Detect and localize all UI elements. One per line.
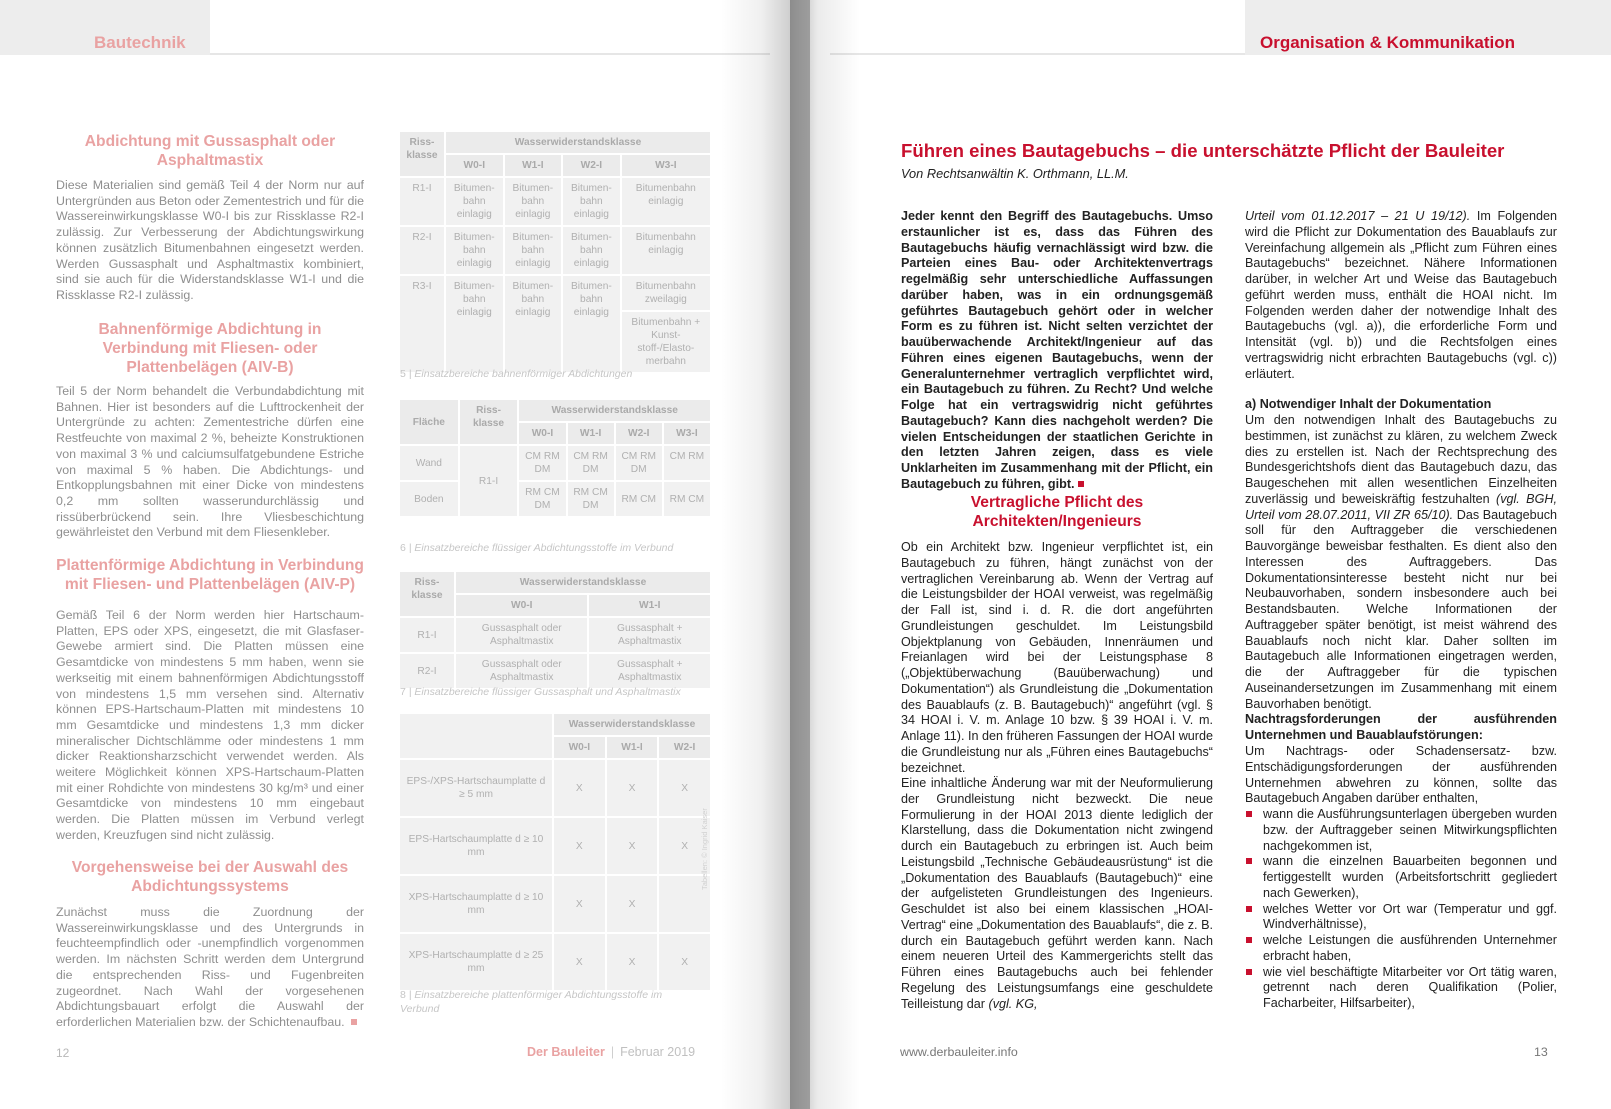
table-cell: Bitumenbahn zweilagig xyxy=(622,276,710,310)
table-cell: X xyxy=(607,760,658,816)
table-cell: X xyxy=(554,934,605,990)
paragraph-aiv-b: Teil 5 der Norm behandelt die Verbundabdichtung mit Bahnen. Hier ist besonders auf die Lufttrockenheit der Untergründe zu achten: Zementestriche dürfen eine Restfeuchte von maximal 2 %, beheizte Konstruktionen von maximal 3 % und calciumsulfatgebundene Estriche von maximal 5 % haben. Die Abdichtungs- und Entkopplungsbahnen mit einer Dicke von mindestens 0,2 mm sollten wasserundurchlässig und rissüberbrückend sein. Ihre Vliesbeschichtung gewährleistet den Verbund mit dem Fliesenkleber. xyxy=(56,384,364,540)
table-cell: R1-I xyxy=(460,446,518,516)
table-cell: R2-I xyxy=(400,654,454,688)
table-cell: R2-I xyxy=(400,227,444,274)
table-row xyxy=(400,482,710,516)
table-cell: Bitumen-bahn einlagig xyxy=(563,178,620,225)
section-header-right: Organisation & Kommunikation xyxy=(1260,33,1516,52)
table-cell: X xyxy=(554,818,605,874)
table-cell: X xyxy=(607,818,658,874)
table-header: Wasserwiderstandsklasse xyxy=(446,132,710,153)
table-cell: Gussasphalt + Asphaltmastix xyxy=(589,654,710,688)
table-header: W3-I xyxy=(664,423,710,444)
table-header: Riss-klasse xyxy=(400,132,444,176)
table-cell: Wand xyxy=(400,446,458,480)
table-cell: Bitumen-bahn einlagig xyxy=(505,178,562,225)
table-cell: X xyxy=(554,760,605,816)
table-cell: Bitumenbahn + Kunst-stoff-/Elasto-merbahn xyxy=(622,312,710,372)
paragraph-gussasphalt: Diese Materialien sind gemäß Teil 4 der Norm nur auf Untergründen aus Beton oder Zementestrich und für die Wassereinwirkungsklasse W0-I bis zur Rissklasse R2-I zulässig. Zur Verbesserung der Abdichtungswirkung können zusätzlich Bitumenbahnen eingesetzt werden. Werden Gussasphalt und Asphaltmastix kombiniert, sind sie auch für die Widerstandsklasse W1-I und die Rissklasse R2-I zulässig. xyxy=(56,178,364,302)
table-cell: X xyxy=(607,876,658,932)
list-item: welche Leistungen die ausführenden Unternehmer erbracht haben, xyxy=(1245,933,1557,965)
table-cell: EPS-Hartschaumplatte d ≥ 10 mm xyxy=(400,818,552,874)
table-row xyxy=(400,446,710,480)
paragraph-aiv-p: Gemäß Teil 6 der Norm werden hier Hartschaum-Platten, EPS oder XPS, eingesetzt, die mit Glasfaser-Gewebe armiert sind. Die Platten müssen eine Gesamtdicke von mindestens 5 mm haben, wenn sie werkseitig mit einem bahnenförmigen Abdichtungsstoff von mindestens 1,5 mm versehen sind. Alternativ können EPS-Hartschaum-Platten mit mindestens 10 mm Gesamtdicke und mindestens 1,3 mm dicker mineralischer Dichtschlämme oder mindestens 1 mm dicker Reaktionsharzschicht verwendet werden. Als weitere Möglichkeit können XPS-Hartschaum-Platten mit einer Rohdichte von mindestens 30 kg/m³ und einer Gesamtdicke von mindestens 10 mm eingebaut werden. Die Platten müssen im Verbund verlegt werden, Kreuzfugen sind nicht zulässig. xyxy=(56,608,364,842)
table-cell: CM RM DM xyxy=(616,446,662,480)
table-cell: X xyxy=(659,818,710,874)
table-header: W3-I xyxy=(622,155,710,176)
table-row xyxy=(400,654,710,688)
table-cell: X xyxy=(659,934,710,990)
table-cell: RM CM xyxy=(616,482,662,516)
table-cell: X xyxy=(607,934,658,990)
table-cell: CM RM DM xyxy=(519,446,565,480)
end-mark xyxy=(351,1019,357,1025)
heading-a: a) Notwendiger Inhalt der Dokumentation xyxy=(1245,397,1492,411)
list-item: wann die einzelnen Bauarbeiten begonnen und fertiggestellt wurden (Arbeitsfortschritt gegliedert nach Gewerken), xyxy=(1245,854,1557,901)
table-7 xyxy=(398,570,712,690)
table-header: W1-I xyxy=(505,155,562,176)
table-cell: Bitumenbahn einlagig xyxy=(622,227,710,274)
table-header: Riss-klasse xyxy=(400,572,454,616)
left-page xyxy=(0,0,790,1109)
caption-table-7: 7 | Einsatzbereiche flüssiger Gussasphalt und Asphaltmastix xyxy=(400,686,681,698)
table-cell: RM CM DM xyxy=(519,482,565,516)
binding-shadow-right xyxy=(790,0,860,1109)
page-number-left: 12 xyxy=(56,1046,70,1060)
caption-table-5: 5 | Einsatzbereiche bahnenförmiger Abdichtungen xyxy=(400,368,633,380)
table-cell: RM CM xyxy=(664,482,710,516)
caption-table-6: 6 | Einsatzbereiche flüssiger Abdichtungsstoffe im Verbund xyxy=(400,542,674,554)
heading-aiv-p: Plattenförmige Abdichtung in Verbindung mit Fliesen- und Plattenbelägen (AIV-P) xyxy=(56,557,364,593)
table-row xyxy=(400,276,710,310)
table-credit: Tabellen: © Ingrid Kaiser xyxy=(700,808,709,890)
table-6 xyxy=(398,398,712,518)
table-header: W2-I xyxy=(616,423,662,444)
table-header: W0-I xyxy=(456,595,587,616)
table-cell: X xyxy=(659,760,710,816)
heading-nachtrag: Nachtragsforderungen der ausführenden Unternehmen und Bauablaufstörungen: xyxy=(1245,712,1557,742)
table-cell: X xyxy=(554,876,605,932)
article-author: Von Rechtsanwältin K. Orthmann, LL.M. xyxy=(901,166,1129,181)
table-5 xyxy=(398,130,712,374)
table-row xyxy=(400,760,710,816)
paragraph-4: Um den notwendigen Inhalt des Bautagebuchs zu bestimmen, ist zunächst zu klären, zu welchem Zweck dies zu erstellen ist. Nach der Rechtsprechung des Bundesgerichtshofs dient das Bautagebuch dazu, das Baugeschehen mit allen wesentlichen Einzelheiten zuverlässig und beweiskräftig festzuhalten (vgl. BGH, Urteil vom 28.07.2011, VII ZR 65/10). Das Bautagebuch soll für den Auftraggeber die verschiedenen Bauvorgänge beweisbar festhalten. Es dient also den Interessen des Auftraggebers. Das Dokumentationsinteresse besteht nicht nur bei Neubauvorhaben, sondern insbesondere auch bei Bestandsbauten. Welche Informationen der Auftraggeber später benötigt, ist meist während des Bauablaufs noch nicht klar. Daher sollten im Bautagebuch alle Informationen eingetragen werden, die der Auftraggeber für die typischen Auseinandersetzungen im Zusammenhang mit einem Bauvorhaben benötigt. xyxy=(1245,413,1557,711)
header-rule-left xyxy=(210,53,770,55)
table-header: Wasserwiderstandsklasse xyxy=(519,400,710,421)
right-page xyxy=(790,0,1611,1109)
page-number-right: 13 xyxy=(1534,1045,1548,1059)
paragraph-5: Um Nachtrags- oder Schadensersatz- bzw. Entschädigungsforderungen der ausführenden Unternehmen abwehren zu können, sollte das Bautagebuch Angaben darüber enthalten, xyxy=(1245,744,1557,806)
header-rule-right xyxy=(830,53,1245,55)
table-cell: R1-I xyxy=(400,178,444,225)
table-cell: RM CM DM xyxy=(568,482,614,516)
table-cell: EPS-/XPS-Hartschaumplatte d ≥ 5 mm xyxy=(400,760,552,816)
table-cell: Gussasphalt + Asphaltmastix xyxy=(589,618,710,652)
list-item: wann die Ausführungsunterlagen übergeben wurden bzw. der Auftraggeber seinen Mitwirkungspflichten nachgekommen ist, xyxy=(1245,807,1557,854)
article-lead: Jeder kennt den Begriff des Bautagebuchs. Umso erstaunlicher ist es, dass das Führen des Bautagebuchs häufig vernachlässigt wird bzw. die Parteien eines Bau- oder Architektenvertrags regelmäßig sehr unterschiedliche Auffassungen darüber haben, was in ein ordnungsgemäß geführtes Bautagebuch gehört oder in welcher Form es zu führen ist. Nicht selten verzichtet der bauüberwachende Architekt/Ingenieur auf das Führen eines eigenen Bautagebuchs, wenn der Generalunternehmer vertraglich verpflichtet wird, ein Bautagebuch zu führen. Zu Recht? Und welche Folge hat ein vertragswidrig nicht geführtes Bautagebuch? Kann dies nachgeholt werden? Die vielen Entscheidungen der staatlichen Gerichte in den letzten Jahren zeigen, dass es viele Unklarheiten im Zusammenhang mit der Pflicht, ein Bautagebuch zu führen, gibt. xyxy=(901,209,1213,491)
section-header-left: Bautechnik xyxy=(94,33,186,52)
paragraph-2: Eine inhaltliche Änderung war mit der Neuformulierung der Grundleistung nicht bezweckt. Die neue Formulierung in der HOAI 2013 diente lediglich der Klarstellung, dass die Dokumentation nicht zwingend durch ein Bautagebuch zu erbringen ist. Auch beim Leistungsbild „Technische Gebäudeausrüstung“ ist die „Dokumentation des Bauablaufs (Bautagebuch)“ eine der aufgelisteten Grundleistungen des Ingenieurs. Geschuldet ist also bei einem klassischen „HOAI-Vertrag“ eine „Dokumentation des Bauablaufs“, die z. B. durch ein Bautagebuch geführt werden kann. Nach einem neueren Urteil des Kammergerichts stellt das Führen eines Bautagebuchs auch bei fehlender Regelung des Leistungsumfangs eine geschuldete Teilleistung dar (vgl. KG, xyxy=(901,776,1213,1011)
table-cell: CM RM xyxy=(664,446,710,480)
paragraph-1: Ob ein Architekt bzw. Ingenieur verpflichtet ist, ein Bautagebuch zu führen, hängt zunächst von der vertraglichen Vereinbarung ab. Wenn der Vertrag auf die Leistungsbilder der HOAI verweist, was regelmäßig der Fall ist, sind i. d. R. die dort angeführten Grundleistungen geschuldet. Im Leistungsbild Objektplanung von Gebäuden, Innenräumen und Freianlagen wird bei der Leistungsphase 8 („Objektüberwachung (Bauüberwachung) und Dokumentation“) als Grundleistung die „Dokumentation des Bauablaufs (z. B. Bautagebuch)“ angeführt (vgl. § 34 HOAI i. V. m. Anlage 10 bzw. § 39 HOAI i. V. m. Anlage 11). In den früheren Fassungen der HOAI wurde die Grundleistung nur als „Führen eines Bautagebuchs“ bezeichnet. xyxy=(901,540,1213,775)
footer-magazine: Der Bauleiter | Februar 2019 xyxy=(527,1045,696,1059)
table-header: W0-I xyxy=(446,155,503,176)
table-row xyxy=(400,818,710,874)
table-cell: XPS-Hartschaumplatte d ≥ 25 mm xyxy=(400,934,552,990)
table-cell: Bitumen-bahn einlagig xyxy=(505,276,562,372)
table-cell: Gussasphalt oder Asphaltmastix xyxy=(456,654,587,688)
table-cell: Bitumen-bahn einlagig xyxy=(446,178,503,225)
table-cell: Boden xyxy=(400,482,458,516)
paragraph-vorgehensweise: Zunächst muss die Zuordnung der Wassereinwirkungsklasse und des Untergrunds in feuchteempfindlich oder -unempfindlich vorgenommen werden. Im nächsten Schritt werden dem Untergrund die entsprechenden Riss- und Fugenbreiten zugeordnet. Nach Wahl der vorgesehenen Abdichtungsbauart erfolgt die Auswahl der erforderlichen Materialien bzw. der Schichtenaufbau. xyxy=(56,905,364,1029)
table-row xyxy=(400,178,710,225)
heading-gussasphalt: Abdichtung mit Gussasphalt oder Asphaltmastix xyxy=(84,133,336,169)
table-8 xyxy=(398,712,712,992)
table-header: W1-I xyxy=(589,595,710,616)
table-header: W1-I xyxy=(607,737,658,758)
caption-table-8: 8 | Einsatzbereiche plattenförmiger Abdichtungsstoffe im Verbund xyxy=(400,989,663,1015)
table-header: W2-I xyxy=(659,737,710,758)
table-header-empty xyxy=(400,714,552,758)
table-cell: Gussasphalt oder Asphaltmastix xyxy=(456,618,587,652)
table-cell: XPS-Hartschaumplatte d ≥ 10 mm xyxy=(400,876,552,932)
heading-vorgehensweise: Vorgehensweise bei der Auswahl des Abdichtungssystems xyxy=(71,859,349,895)
table-row xyxy=(400,934,710,990)
bullet-list xyxy=(1245,807,1557,1012)
table-header: Fläche xyxy=(400,400,458,444)
table-cell: R1-I xyxy=(400,618,454,652)
table-cell: R3-I xyxy=(400,276,444,372)
paragraph-3: Urteil vom 01.12.2017 – 21 U 19/12). Im Folgenden wird die Pflicht zur Dokumentation des Bauablaufs zur Vereinfachung allgemein als „Pflicht zum Führen eines Bautagebuchs“ bezeichnet. Nähere Informationen darüber, in welcher Art und Weise das Bautagebuch geführt werden muss, enthält die HOAI nicht. Im Folgenden werden daher der notwendige Inhalt des Bautagebuchs (vgl. a)), die erforderliche Form und Intensität (vgl. b)) und die Rechtsfolgen eines vertragswidrig nicht erbrachten Bautagebuchs (vgl. c)) erläutert. xyxy=(1245,209,1557,381)
article-title: Führen eines Bautagebuchs – die unterschätzte Pflicht der Bauleiter xyxy=(901,140,1505,161)
end-mark xyxy=(1078,481,1084,487)
list-item: wie viel beschäftigte Mitarbeiter vor Ort tätig waren, getrennt nach deren Qualifikation (Polier, Facharbeiter, Hilfsarbeiter), xyxy=(1245,965,1557,1012)
list-item: welches Wetter vor Ort war (Temperatur und ggf. Windverhältnisse), xyxy=(1245,902,1557,934)
table-row xyxy=(400,876,710,932)
table-cell: Bitumen-bahn einlagig xyxy=(446,276,503,372)
table-cell: Bitumen-bahn einlagig xyxy=(563,227,620,274)
table-row xyxy=(400,227,710,274)
table-header: Wasserwiderstandsklasse xyxy=(456,572,710,593)
table-header: W0-I xyxy=(554,737,605,758)
subheading-vertragliche-pflicht: Vertragliche Pflicht des Architekten/Ingenieurs xyxy=(970,494,1144,530)
table-cell: Bitumen-bahn einlagig xyxy=(505,227,562,274)
table-header: Riss-klasse xyxy=(460,400,518,444)
table-row xyxy=(400,618,710,652)
table-header: W0-I xyxy=(519,423,565,444)
table-cell: CM RM DM xyxy=(568,446,614,480)
table-cell: Bitumen-bahn einlagig xyxy=(563,276,620,372)
footer-url: www.derbauleiter.info xyxy=(900,1045,1018,1059)
table-header: W2-I xyxy=(563,155,620,176)
table-cell: Bitumen-bahn einlagig xyxy=(446,227,503,274)
table-header: Wasserwiderstandsklasse xyxy=(554,714,710,735)
table-header: W1-I xyxy=(568,423,614,444)
heading-aiv-b: Bahnenförmige Abdichtung in Verbindung mit Fliesen- oder Plattenbelägen (AIV-B) xyxy=(98,321,322,376)
table-cell: Bitumenbahn einlagig xyxy=(622,178,710,225)
